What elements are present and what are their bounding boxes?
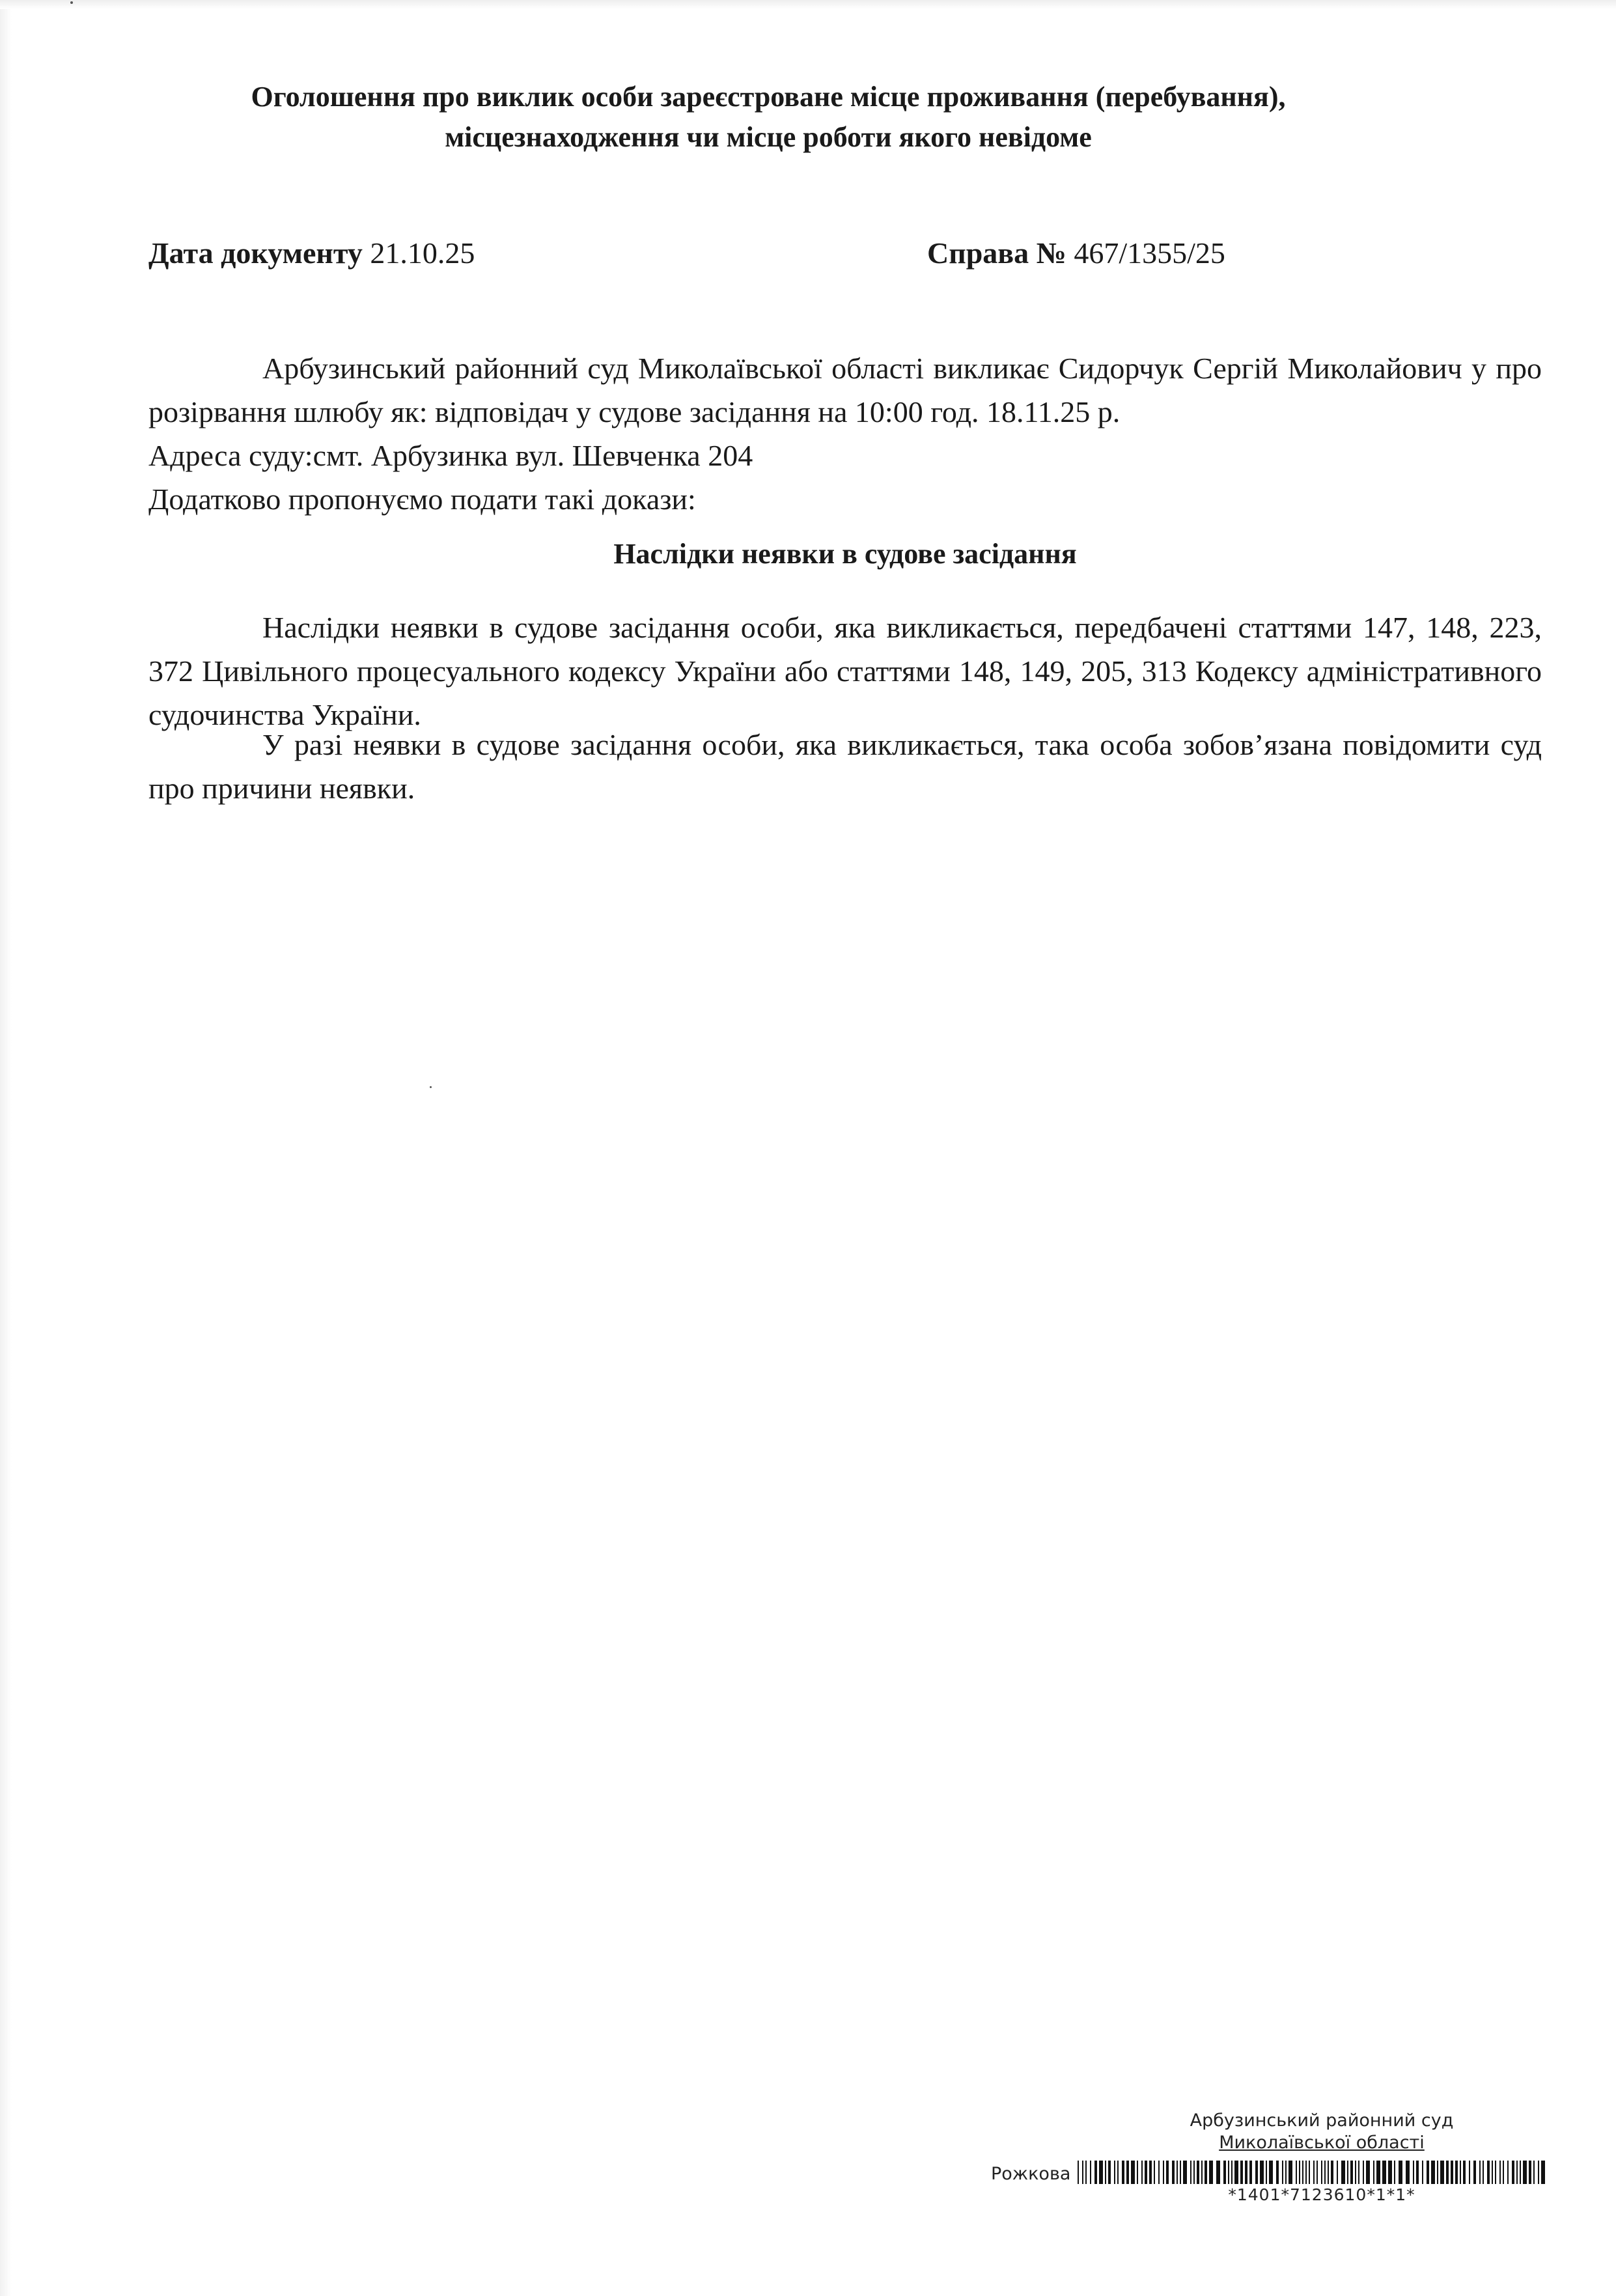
evidence-request: Додатково пропонуємо подати такі докази: (148, 483, 696, 516)
date-value: 21.10.25 (370, 236, 475, 270)
case-value: 467/1355/25 (1074, 236, 1225, 270)
barcode-icon (1076, 2159, 1545, 2185)
case-number (927, 233, 1225, 273)
stamp-court-line-2: Миколаївської області (1219, 2133, 1425, 2153)
stamp-barcode-code: *1401*7123610*1*1* (1228, 2185, 1415, 2204)
title-line-1: Оголошення про виклик особи зареєстроване місце проживання (перебування), (251, 81, 1286, 113)
document-date (148, 233, 475, 273)
registry-stamp (977, 2110, 1563, 2240)
document-meta (148, 233, 1548, 273)
scan-speck (430, 1086, 432, 1088)
case-label: Справа № (927, 236, 1066, 270)
scan-edge-top (0, 0, 1616, 9)
consequences-paragraph-1: Наслідки неявки в судове засідання особи, яка викликається, передбачені статтями 147, 148, 223, 372 Цивільного процесуального кодексу України або статтями 148, 149, 205, 313 Кодексу адміністративного судочинства України. (148, 611, 1542, 731)
scan-edge-left (0, 0, 12, 2296)
stamp-clerk-name: Рожкова (991, 2164, 1071, 2184)
document-title (150, 77, 1387, 158)
consequences-paragraph-2: У разі неявки в судове засідання особи, яка викликається, така особа зобов’язана повідомити суд про причини неявки. (148, 728, 1542, 805)
court-address: Адреса суду:смт. Арбузинка вул. Шевченка 204 (148, 439, 753, 472)
summons-block (148, 346, 1542, 521)
summons-text: Арбузинський районний суд Миколаївської області викликає Сидорчук Сергій Миколайович у про розірвання шлюбу як: відповідач у судове засідання на 10:00 год. 18.11.25 р. (148, 352, 1542, 428)
scan-speck (70, 1, 73, 4)
consequences-heading: Наслідки неявки в судове засідання (613, 538, 1077, 570)
stamp-court-line-1: Арбузинський районний суд (1190, 2110, 1454, 2131)
stamp-court-name (1185, 2110, 1458, 2154)
date-label: Дата документу (148, 236, 363, 270)
title-line-2: місцезнаходження чи місце роботи якого невідоме (445, 121, 1092, 153)
